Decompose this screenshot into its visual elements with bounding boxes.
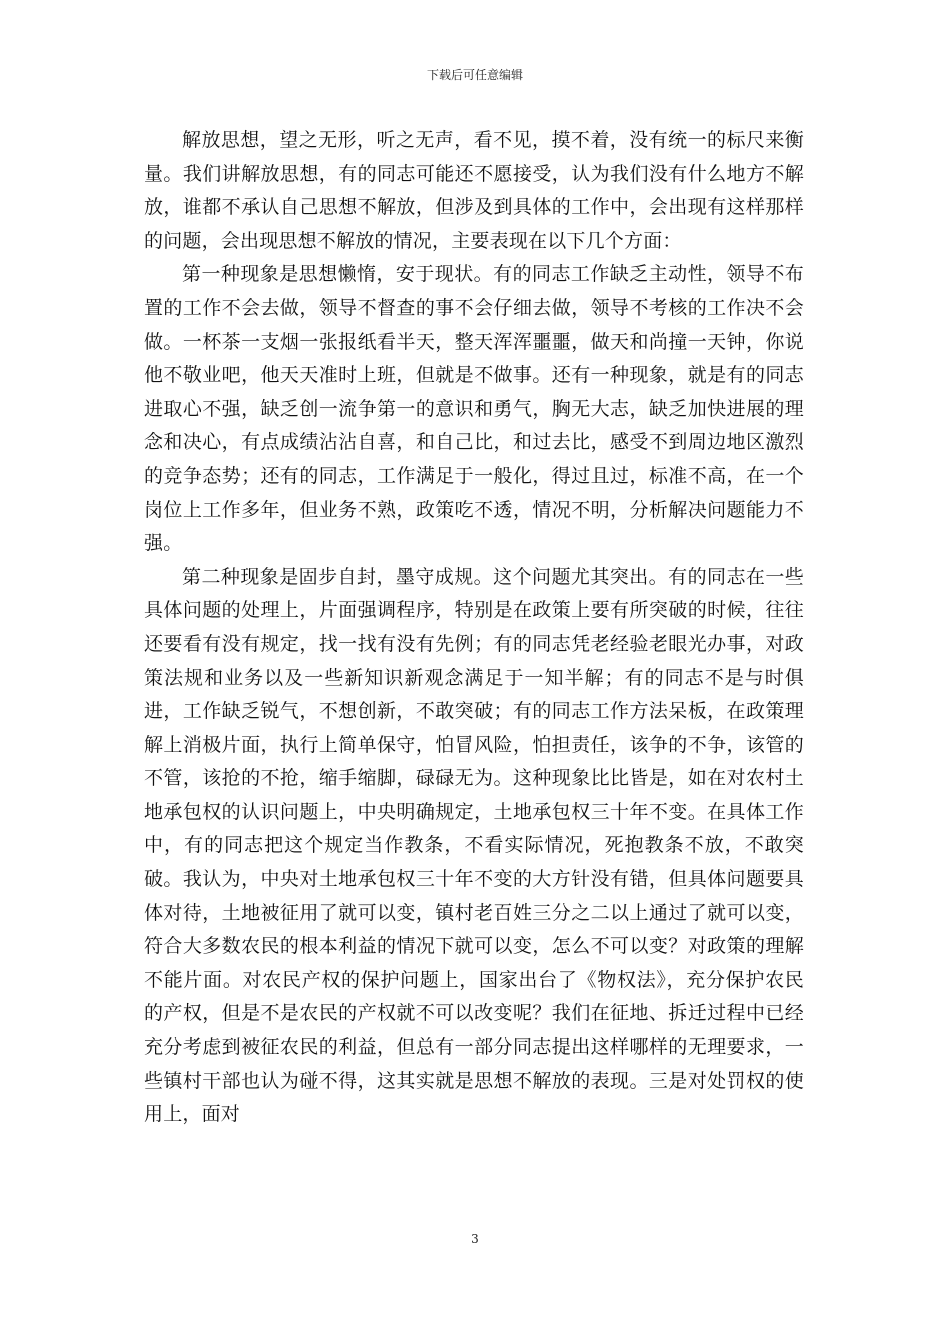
page-number: 3: [471, 1232, 479, 1246]
paragraph-first-phenomenon: 第一种现象是思想懒惰，安于现状。有的同志工作缺乏主动性，领导不布置的工作不会去做，领导不督查的事不会仔细去做，领导不考核的工作决不会做。一杯茶一支烟一张报纸看半天，整天浑浑噩噩，做天和尚撞一天钟，你说他不敬业吧，他天天准时上班，但就是不做事。还有一种现象，就是有的同志进取心不强，缺乏创一流争第一的意识和勇气，胸无大志，缺乏加快进展的理念和决心，有点成绩沾沾自喜，和自己比，和过去比，感受不到周边地区激烈的竞争态势；还有的同志，工作满足于一般化，得过且过，标准不高，在一个岗位上工作多年，但业务不熟，政策吃不透，情况不明，分析解决问题能力不强。: [144, 263, 804, 555]
paragraph-second-phenomenon: 第二种现象是固步自封，墨守成规。这个问题尤其突出。有的同志在一些具体问题的处理上，片面强调程序，特别是在政策上要有所突破的时候，往往还要看有没有规定，找一找有没有先例；有的同志凭老经验老眼光办事，对政策法规和业务以及一些新知识新观念满足于一知半解；有的同志不是与时俱进，工作缺乏锐气，不想创新，不敢突破；有的同志工作方法呆板，在政策理解上消极片面，执行上简单保守，怕冒风险，怕担责任，该争的不争，该管的不管，该抢的不抢，缩手缩脚，碌碌无为。这种现象比比皆是，如在对农村土地承包权的认识问题上，中央明确规定，土地承包权三十年不变。在具体工作中，有的同志把这个规定当作教条，不看实际情况，死抱教条不放，不敢突破。我认为，中央对土地承包权三十年不变的大方针没有错，但具体问题要具体对待，土地被征用了就可以变，镇村老百姓三分之二以上通过了就可以变，符合大多数农民的根本利益的情况下就可以变，怎么不可以变？对政策的理解不能片面。对农民产权的保护问题上，国家出台了《物权法》，充分保护农民的产权，但是不是农民的产权就不可以改变呢？我们在征地、拆迁过程中已经充分考虑到被征农民的利益，但总有一部分同志提出这样哪样的无理要求，一些镇村干部也认为碰不得，这其实就是思想不解放的表现。三是对处罚权的使用上，面对: [144, 565, 804, 1126]
page-header: 下载后可任意编辑: [426, 68, 523, 82]
document-body: [144, 124, 804, 1132]
paragraph-intro: 解放思想，望之无形，听之无声，看不见，摸不着，没有统一的标尺来衡量。我们讲解放思想，有的同志可能还不愿接受，认为我们没有什么地方不解放，谁都不承认自己思想不解放，但涉及到具体的工作中，会出现有这样那样的问题，会出现思想不解放的情况，主要表现在以下几个方面：: [144, 129, 804, 252]
